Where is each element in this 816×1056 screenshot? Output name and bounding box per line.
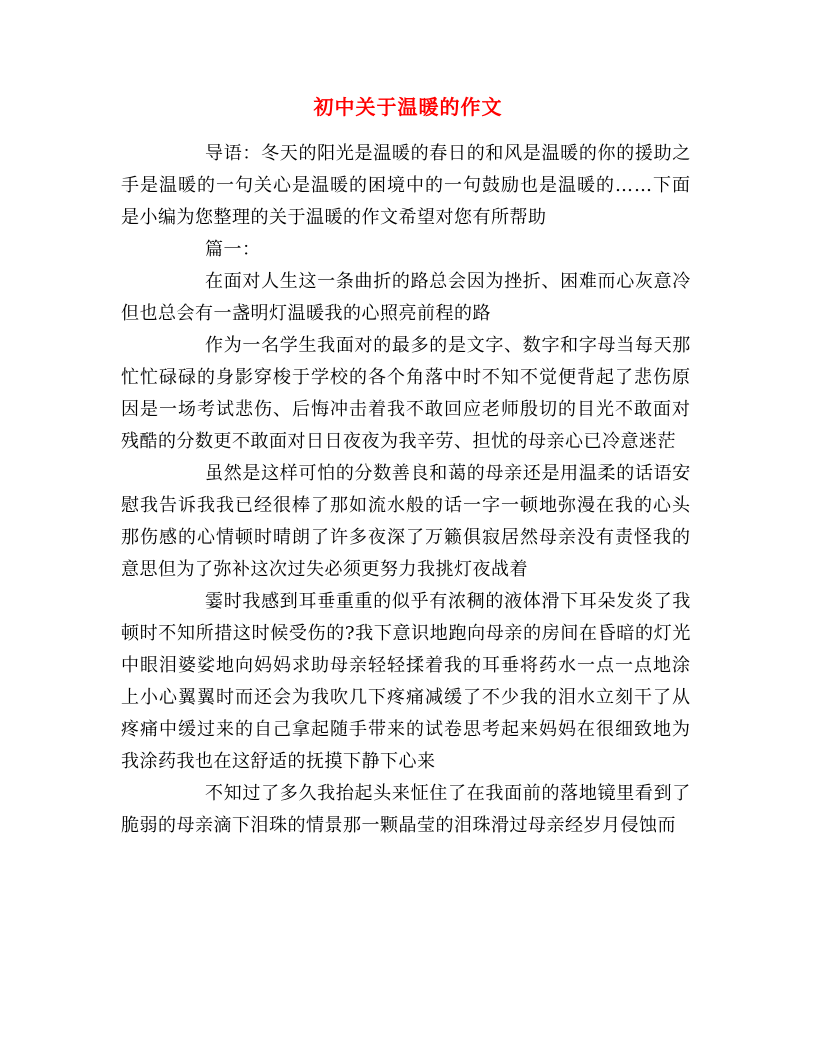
text-line: 因是一场考试悲伤、后悔冲击着我不敢回应老师殷切的目光不敢面对 bbox=[121, 399, 691, 420]
paragraph bbox=[121, 138, 691, 234]
paragraph bbox=[121, 586, 691, 778]
paragraph bbox=[121, 266, 691, 330]
text-line: 慰我告诉我我已经很棒了那如流水般的话一字一顿地弥漫在我的心头 bbox=[121, 495, 691, 516]
text-line: 中眼泪婆娑地向妈妈求助母亲轻轻揉着我的耳垂将药水一点一点地涂 bbox=[121, 655, 691, 676]
text-line: 上小心翼翼时而还会为我吹几下疼痛减缓了不少我的泪水立刻干了从 bbox=[121, 687, 691, 708]
text-line: 霎时我感到耳垂重重的似乎有浓稠的液体滑下耳朵发炎了我 bbox=[205, 591, 691, 612]
paragraph bbox=[121, 778, 691, 842]
text-line: 疼痛中缓过来的自己拿起随手带来的试卷思考起来妈妈在很细致地为 bbox=[121, 719, 691, 740]
text-line: 在面对人生这一条曲折的路总会因为挫折、困难而心灰意冷 bbox=[205, 271, 691, 292]
text-line: 顿时不知所措这时候受伤的?我下意识地跑向母亲的房间在昏暗的灯光 bbox=[121, 623, 691, 644]
text-line: 忙忙碌碌的身影穿梭于学校的各个角落中时不知不觉便背起了悲伤原 bbox=[121, 367, 691, 388]
text-line: 脆弱的母亲滴下泪珠的情景那一颗晶莹的泪珠滑过母亲经岁月侵蚀而 bbox=[121, 815, 676, 836]
text-line: 残酷的分数更不敢面对日日夜夜为我辛劳、担忧的母亲心已冷意迷茫 bbox=[121, 431, 676, 452]
text-line: 篇一： bbox=[205, 239, 261, 260]
text-line: 导语：冬天的阳光是温暖的春日的和风是温暖的你的援助之 bbox=[205, 143, 691, 164]
paragraph bbox=[121, 458, 691, 586]
text-line: 虽然是这样可怕的分数善良和蔼的母亲还是用温柔的话语安 bbox=[205, 463, 691, 484]
text-line: 但也总会有一盏明灯温暖我的心照亮前程的路 bbox=[121, 303, 491, 324]
text-line: 意思但为了弥补这次过失必须更努力我挑灯夜战着 bbox=[121, 559, 528, 580]
document-title: 初中关于温暖的作文 bbox=[313, 95, 503, 119]
text-line: 是小编为您整理的关于温暖的作文希望对您有所帮助 bbox=[121, 207, 547, 228]
text-line: 不知过了多久我抬起头来怔住了在我面前的落地镜里看到了 bbox=[205, 783, 691, 804]
text-line: 作为一名学生我面对的最多的是文字、数字和字母当每天那 bbox=[205, 335, 691, 356]
text-line: 我涂药我也在这舒适的抚摸下静下心来 bbox=[121, 751, 436, 772]
text-line: 手是温暖的一句关心是温暖的困境中的一句鼓励也是温暖的……下面 bbox=[121, 175, 691, 196]
paragraph bbox=[121, 330, 691, 458]
paragraph bbox=[121, 234, 691, 266]
text-line: 那伤感的心情顿时晴朗了许多夜深了万籁俱寂居然母亲没有责怪我的 bbox=[121, 527, 691, 548]
document-body bbox=[121, 138, 691, 842]
